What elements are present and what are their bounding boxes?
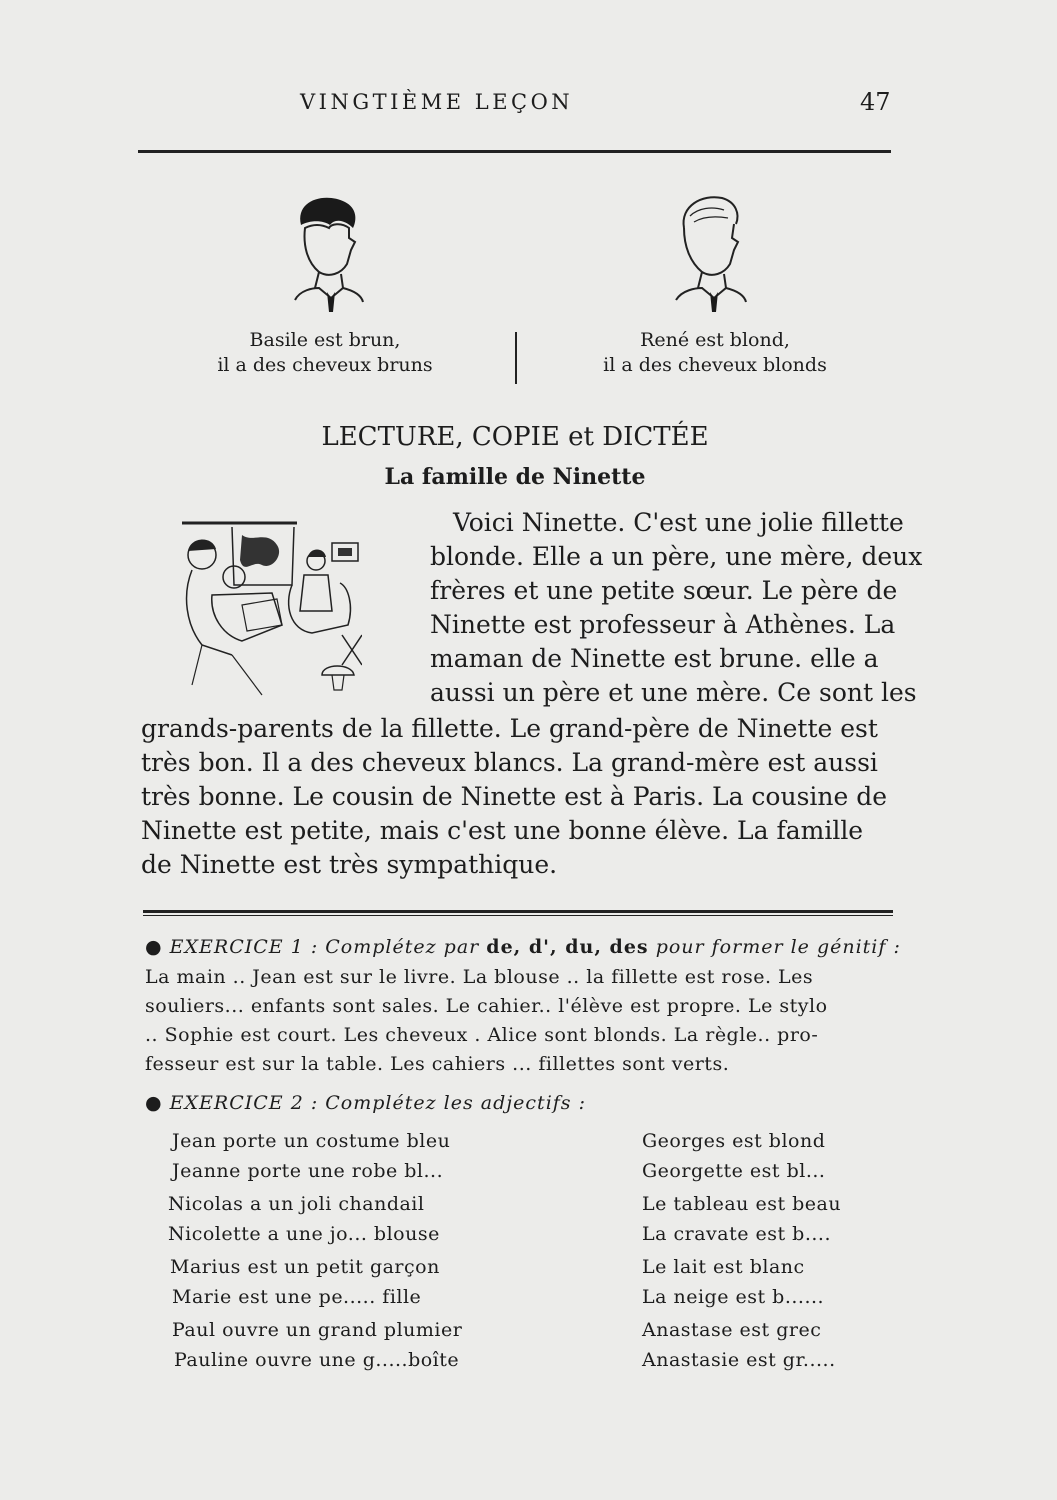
exercise2-heading: [145, 1092, 586, 1114]
middle-rule-thin: [143, 915, 893, 916]
exercise2-left-item: Pauline ouvre une g.....boîte: [174, 1349, 460, 1371]
reading-line: de Ninette est très sympathique.: [141, 850, 558, 879]
exercise2-right-item: Georges est blond: [642, 1130, 826, 1152]
exercise2-right-item: Anastase est grec: [642, 1319, 822, 1341]
reading-line: Voici Ninette. C'est une jolie fillette: [453, 508, 904, 537]
top-rule: [138, 150, 891, 153]
reading-subtitle: La famille de Ninette: [384, 464, 646, 490]
exercise2-left-item: Jean porte un costume bleu: [172, 1130, 451, 1152]
reading-line: Ninette est petite, mais c'est une bonne élève. La famille: [141, 816, 864, 845]
exercise1-heading: [145, 936, 901, 958]
exercise1-words: de, d', du, des: [486, 936, 649, 958]
exercise2-right-item: La cravate est b....: [642, 1223, 832, 1245]
page-number: 47: [860, 88, 891, 116]
right-portrait-caption: [565, 328, 865, 378]
exercise1-heading-text: EXERCICE 1 : Complétez par: [169, 936, 480, 958]
family-reading-illustration-icon: [172, 515, 362, 700]
exercise1-line: souliers... enfants sont sales. Le cahier.. l'élève est propre. Le stylo: [145, 995, 828, 1017]
exercise2-left-item: Jeanne porte une robe bl...: [172, 1160, 444, 1182]
reading-line: très bon. Il a des cheveux blancs. La grand-mère est aussi: [141, 748, 878, 777]
light-haired-boy-portrait-icon: [668, 188, 748, 313]
exercise1-heading-end: pour former le génitif :: [655, 936, 901, 958]
right-caption-line2: il a des cheveux blonds: [603, 354, 827, 376]
reading-line: aussi un père et une mère. Ce sont les: [430, 678, 917, 707]
exercise2-right-item: Anastasie est gr.....: [642, 1349, 836, 1371]
exercise2-right-item: Le lait est blanc: [642, 1256, 805, 1278]
bullet-icon: ●: [145, 936, 163, 958]
reading-line: maman de Ninette est brune. elle a: [430, 644, 879, 673]
exercise2-right-item: La neige est b......: [642, 1286, 825, 1308]
left-caption-line1: Basile est brun,: [249, 329, 401, 351]
reading-line: très bonne. Le cousin de Ninette est à Paris. La cousine de: [141, 782, 888, 811]
running-header: VINGTIÈME LEÇON: [300, 90, 574, 114]
reading-line: Ninette est professeur à Athènes. La: [430, 610, 896, 639]
exercise2-right-item: Georgette est bl...: [642, 1160, 826, 1182]
exercise1-line: La main .. Jean est sur le livre. La blouse .. la fillette est rose. Les: [145, 966, 814, 988]
exercise1-line: .. Sophie est court. Les cheveux . Alice sont blonds. La règle.. pro-: [145, 1024, 819, 1046]
exercise2-left-item: Marie est une pe..... fille: [172, 1286, 422, 1308]
exercise2-left-item: Nicolette a une jo... blouse: [168, 1223, 440, 1245]
exercise2-right-item: Le tableau est beau: [642, 1193, 842, 1215]
exercise2-heading-text: EXERCICE 2 : Complétez les adjectifs :: [169, 1092, 586, 1114]
right-caption-line1: René est blond,: [640, 329, 790, 351]
left-caption-line2: il a des cheveux bruns: [217, 354, 433, 376]
exercise1-line: fesseur est sur la table. Les cahiers ... fillettes sont verts.: [145, 1053, 730, 1075]
caption-divider: [515, 332, 517, 384]
dark-haired-boy-portrait-icon: [285, 190, 365, 315]
exercise2-left-item: Nicolas a un joli chandail: [168, 1193, 425, 1215]
middle-rule: [143, 910, 893, 913]
reading-line: grands-parents de la fillette. Le grand-père de Ninette est: [141, 714, 878, 743]
reading-line: blonde. Elle a un père, une mère, deux: [430, 542, 923, 571]
bullet-icon: ●: [145, 1092, 163, 1114]
left-portrait-caption: [175, 328, 475, 378]
exercise2-left-item: Paul ouvre un grand plumier: [172, 1319, 463, 1341]
reading-line: frères et une petite sœur. Le père de: [430, 576, 898, 605]
section-title: LECTURE, COPIE et DICTÉE: [321, 422, 709, 452]
exercise2-left-item: Marius est un petit garçon: [170, 1256, 440, 1278]
